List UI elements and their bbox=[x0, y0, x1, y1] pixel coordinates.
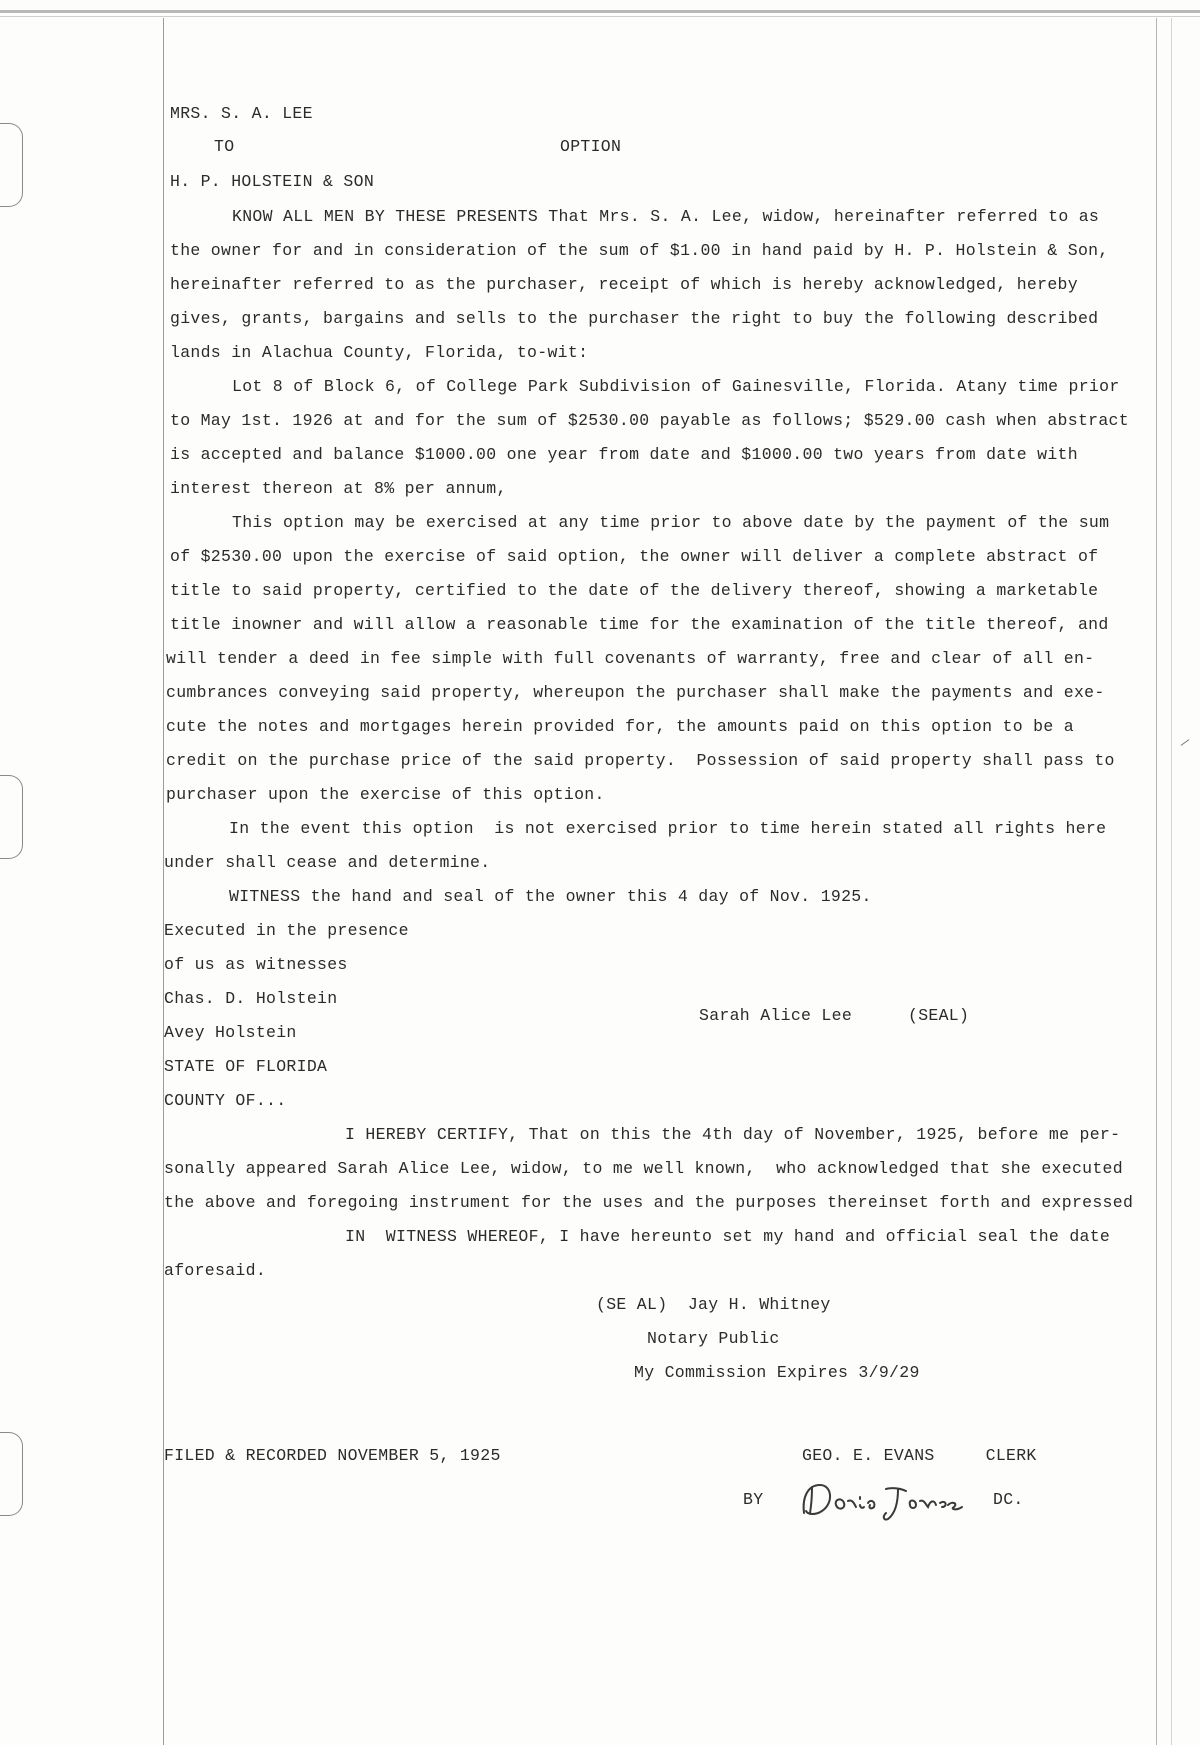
body-line: This option may be exercised at any time prior to above date by the payment of the sum bbox=[232, 513, 1110, 532]
binder-hole-top bbox=[0, 123, 23, 207]
left-margin-rule bbox=[163, 18, 164, 1745]
body-line: will tender a deed in fee simple with full covenants of warranty, free and clear of all en- bbox=[166, 649, 1095, 668]
binder-hole-bottom bbox=[0, 1432, 23, 1516]
body-line: gives, grants, bargains and sells to the purchaser the right to buy the following described bbox=[170, 309, 1099, 328]
document-title: OPTION bbox=[560, 137, 622, 156]
body-line: is accepted and balance $1000.00 one year from date and $1000.00 two years from date with bbox=[170, 445, 1078, 464]
acknowledgment-line: the above and foregoing instrument for the uses and the purposes thereinset forth and expressed bbox=[164, 1193, 1134, 1212]
body-line: the owner for and in consideration of the sum of $1.00 in hand paid by H. P. Holstein & Son, bbox=[170, 241, 1109, 260]
body-line: hereinafter referred to as the purchaser, receipt of which is hereby acknowledged, hereby bbox=[170, 275, 1078, 294]
owner-name: Sarah Alice Lee bbox=[699, 1006, 853, 1025]
body-line: lands in Alachua County, Florida, to-wit: bbox=[170, 343, 589, 362]
notary-commission: My Commission Expires 3/9/29 bbox=[634, 1363, 920, 1382]
filed-recorded: FILED & RECORDED NOVEMBER 5, 1925 bbox=[164, 1446, 501, 1465]
witness-name: Avey Holstein bbox=[164, 1023, 297, 1042]
acknowledgment-line: I HEREBY CERTIFY, That on this the 4th day of November, 1925, before me per- bbox=[345, 1125, 1121, 1144]
deputy-clerk-label: DC. bbox=[993, 1490, 1024, 1509]
notary-seal-name: (SE AL) Jay H. Whitney bbox=[596, 1295, 831, 1314]
body-line: interest thereon at 8% per annum, bbox=[170, 479, 507, 498]
witness-clause: WITNESS the hand and seal of the owner this 4 day of Nov. 1925. bbox=[229, 887, 872, 906]
grantor: MRS. S. A. LEE bbox=[170, 104, 313, 123]
acknowledgment-line: IN WITNESS WHEREOF, I have hereunto set my hand and official seal the date bbox=[345, 1227, 1111, 1246]
page-right-edge bbox=[1156, 18, 1184, 1745]
deputy-clerk-signature bbox=[798, 1477, 986, 1523]
body-line: of $2530.00 upon the exercise of said option, the owner will deliver a complete abstract of bbox=[170, 547, 1099, 566]
acknowledgment-line: sonally appeared Sarah Alice Lee, widow, to me well known, who acknowledged that she executed bbox=[164, 1159, 1123, 1178]
clerk-name: GEO. E. EVANS CLERK bbox=[802, 1446, 1037, 1465]
body-line: cumbrances conveying said property, whereupon the purchaser shall make the payments and exe- bbox=[166, 683, 1105, 702]
body-line: credit on the purchase price of the said property. Possession of said property shall pass to bbox=[166, 751, 1115, 770]
witness-name: Chas. D. Holstein bbox=[164, 989, 338, 1008]
body-line: KNOW ALL MEN BY THESE PRESENTS That Mrs. S. A. Lee, widow, hereinafter referred to as bbox=[232, 207, 1100, 226]
by-label: BY bbox=[743, 1490, 764, 1509]
venue-state: STATE OF FLORIDA bbox=[164, 1057, 328, 1076]
grantee: H. P. HOLSTEIN & SON bbox=[170, 172, 375, 191]
body-line: under shall cease and determine. bbox=[164, 853, 491, 872]
owner-seal: (SEAL) bbox=[908, 1006, 970, 1025]
notary-title: Notary Public bbox=[647, 1329, 780, 1348]
body-line: title inowner and will allow a reasonable time for the examination of the title thereof, and bbox=[170, 615, 1109, 634]
body-line: In the event this option is not exercised prior to time herein stated all rights here bbox=[229, 819, 1107, 838]
body-line: to May 1st. 1926 at and for the sum of $2530.00 payable as follows; $529.00 cash when abstract bbox=[170, 411, 1129, 430]
body-line: purchaser upon the exercise of this option. bbox=[166, 785, 605, 804]
body-line: cute the notes and mortgages herein provided for, the amounts paid on this option to be a bbox=[166, 717, 1074, 736]
binder-hole-middle bbox=[0, 775, 23, 859]
top-rule bbox=[0, 10, 1200, 13]
witness-intro: Executed in the presence bbox=[164, 921, 409, 940]
witness-intro: of us as witnesses bbox=[164, 955, 348, 974]
body-line: Lot 8 of Block 6, of College Park Subdivision of Gainesville, Florida. Atany time prior bbox=[232, 377, 1120, 396]
to-label: TO bbox=[214, 137, 235, 156]
body-line: title to said property, certified to the date of the delivery thereof, showing a marketable bbox=[170, 581, 1099, 600]
acknowledgment-line: aforesaid. bbox=[164, 1261, 267, 1280]
venue-county: COUNTY OF... bbox=[164, 1091, 287, 1110]
top-rule-thin bbox=[0, 16, 1200, 17]
